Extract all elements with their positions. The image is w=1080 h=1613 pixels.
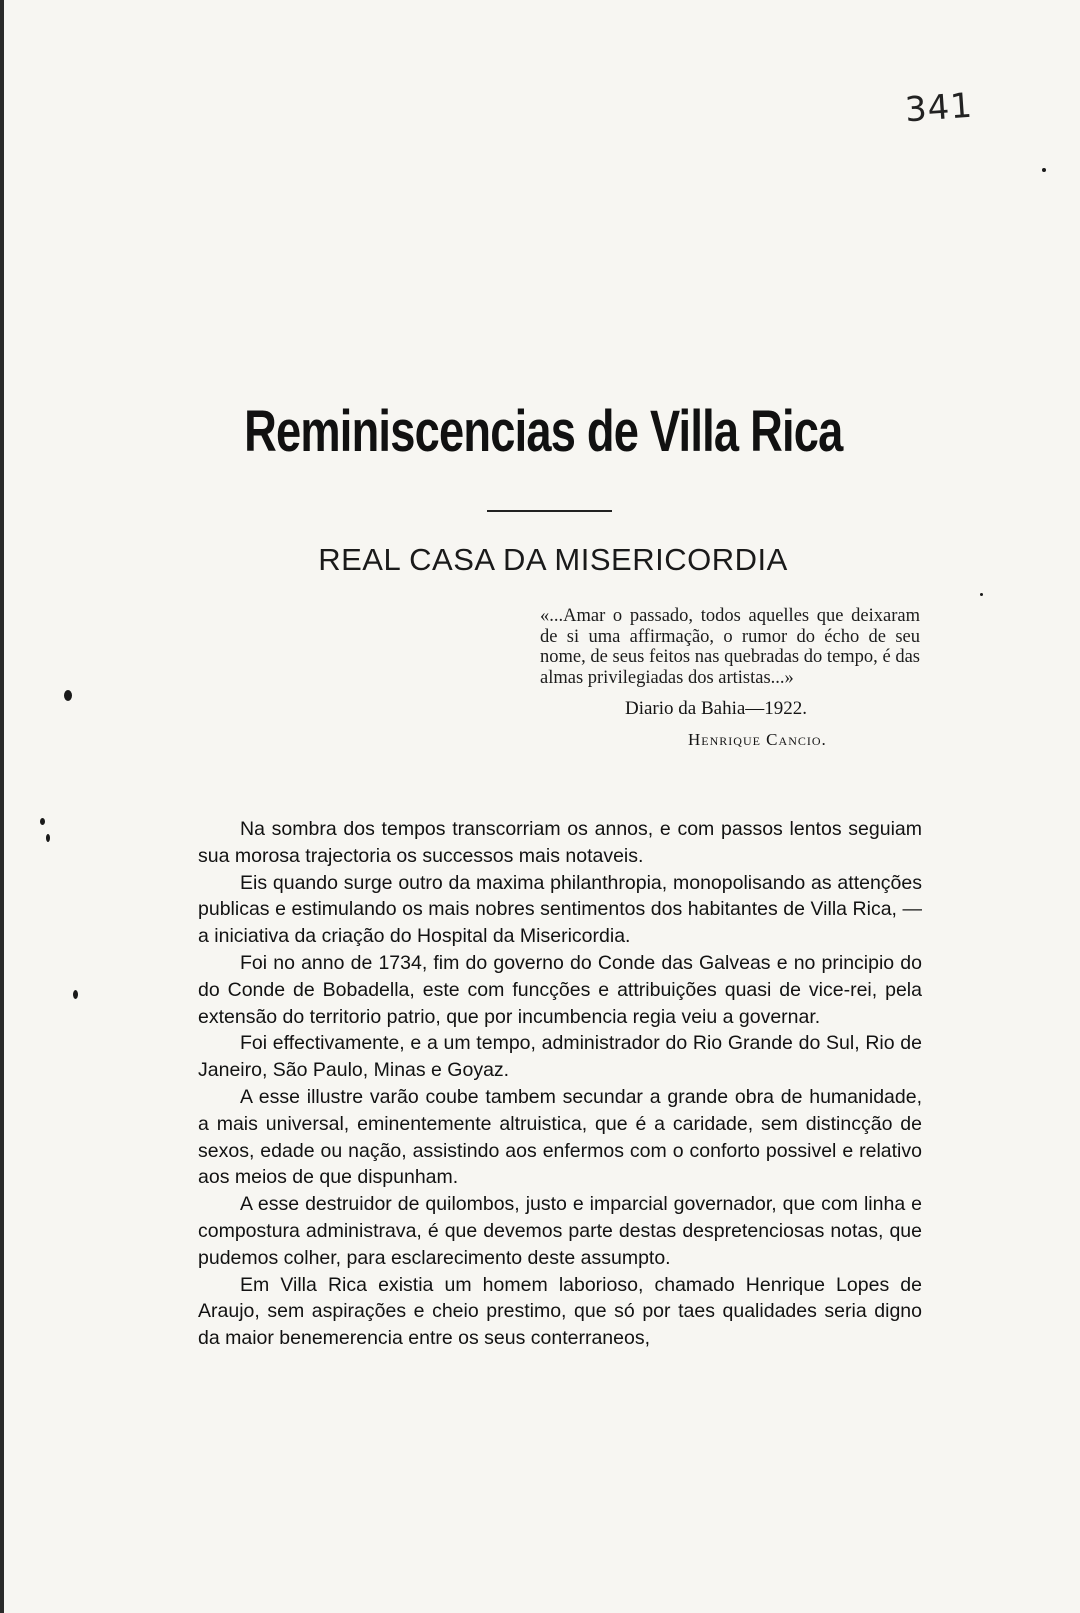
paragraph: A esse destruidor de quilombos, justo e imparcial governador, que com linha e compostura administrava, é que devemos parte destas despretenciosas notas, que pudemos colher, para esclarecimento deste assumpto.	[198, 1193, 922, 1269]
epigraph-author: Henrique Cancio.	[688, 730, 827, 749]
epigraph-source: Diario da Bahia—1922.	[625, 698, 808, 719]
paragraph: A esse illustre varão coube tambem secundar a grande obra de humanidade, a mais universal, eminentemente altruistica, que é a caridade, sem distincção de sexos, edade ou nação, assistindo aos enfermos com o conforto possivel e relativo aos meios de que dispunham.	[198, 1085, 922, 1189]
section-subtitle: REAL CASA DA MISERICORDIA	[318, 542, 788, 577]
scan-speck	[1042, 168, 1046, 172]
page-number: 341	[903, 85, 975, 131]
paragraph: Eis quando surge outro da maxima philanthropia, monopolisando as attenções publicas e estimulando os mais nobres sentimentos dos habitantes de Villa Rica, — a iniciativa da criação do Hospital da Misericordia.	[198, 871, 922, 948]
article-body	[198, 816, 922, 1352]
title-divider	[487, 510, 612, 512]
scan-speck	[64, 690, 72, 701]
scan-speck	[46, 834, 50, 842]
page-edge	[0, 0, 4, 1613]
scan-speck	[40, 818, 45, 825]
scan-speck	[980, 593, 983, 596]
paragraph: Foi effectivamente, e a um tempo, administrador do Rio Grande do Sul, Rio de Janeiro, São Paulo, Minas e Goyaz.	[198, 1032, 922, 1082]
epigraph	[540, 606, 920, 750]
epigraph-quote: «...Amar o passado, todos aquelles que deixaram de si uma affirmação, o rumor do écho de seu nome, de seus feitos nas quebradas do tempo, é das almas privilegiadas dos artistas...»	[540, 606, 920, 688]
scan-speck	[73, 990, 78, 999]
page-title: Reminiscencias de Villa Rica	[244, 399, 843, 464]
paragraph: Na sombra dos tempos transcorriam os annos, e com passos lentos seguiam sua morosa trajectoria os successos mais notaveis.	[198, 818, 922, 867]
paragraph: Em Villa Rica existia um homem laborioso, chamado Henrique Lopes de Araujo, sem aspirações e cheio prestimo, que só por taes qualidades seria digno da maior benemerencia entre os seus conterraneos,	[198, 1273, 922, 1350]
paragraph: Foi no anno de 1734, fim do governo do Conde das Galveas e no principio do do Conde de Bobadella, este com funcções e attribuições quasi de vice-rei, pela extensão do territorio patrio, que por incumbencia regia veiu a governar.	[198, 951, 922, 1028]
